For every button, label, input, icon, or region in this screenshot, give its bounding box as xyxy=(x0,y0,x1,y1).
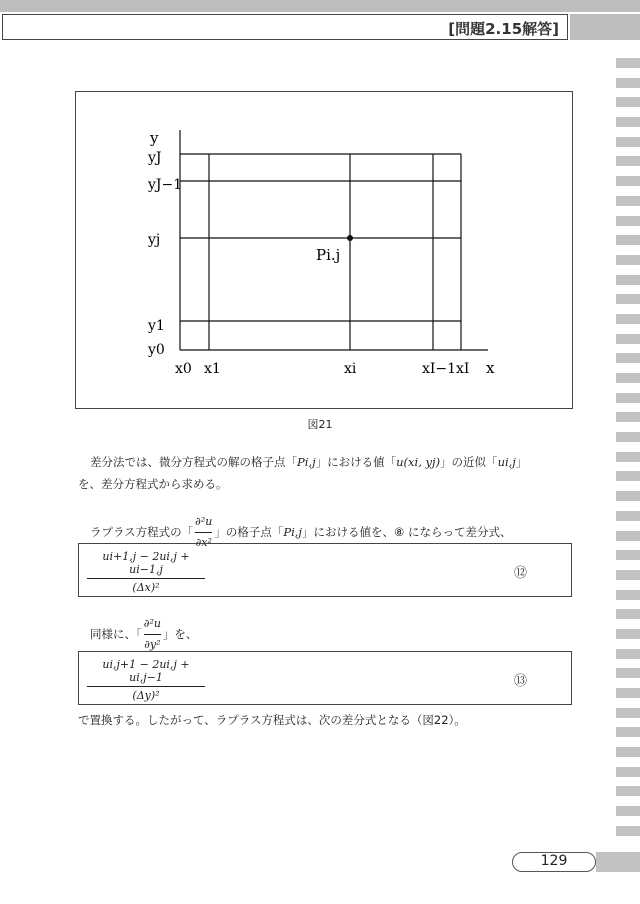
p1-text-d: 」 xyxy=(515,455,528,469)
p3-text-a: 同様に、「 xyxy=(90,627,142,641)
p1-math-pij: Pi,j xyxy=(297,455,316,469)
p1-text-a: 差分法では、微分方程式の解の格子点「 xyxy=(90,455,297,469)
label-y-axis: y xyxy=(150,129,159,147)
label-xI: xI xyxy=(456,361,470,377)
equation-12-denominator: (Δx)² xyxy=(132,581,160,594)
p1-math-uij: ui,j xyxy=(497,455,516,469)
equation-12-fraction xyxy=(87,550,205,594)
header-tab xyxy=(570,14,640,40)
paragraph-4: で置換する。したがって、ラプラス方程式は、次の差分式となる（図22）。 xyxy=(78,713,466,727)
equation-box-12 xyxy=(78,543,572,597)
equation-12-numerator: ui+1,j − 2ui,j + ui−1,j xyxy=(102,550,190,576)
p3-text-b: 」を、 xyxy=(162,627,198,641)
label-y1: y1 xyxy=(148,318,165,334)
equation-13-fraction xyxy=(87,658,205,702)
page-title: [問題2.15解答] xyxy=(448,20,559,38)
p1-text-b: 」における値「 xyxy=(315,455,397,469)
label-y0: y0 xyxy=(148,342,165,358)
label-x0: x0 xyxy=(175,361,192,377)
label-yJm1: yJ−1 xyxy=(148,177,183,193)
equation-13-numerator: ui,j+1 − 2ui,j + ui,j−1 xyxy=(102,658,190,684)
paragraph-3 xyxy=(90,614,197,655)
grid-diagram xyxy=(76,92,572,408)
figure-caption: 図21 xyxy=(307,418,333,431)
p2-math-pij: Pi,j xyxy=(283,525,302,539)
p3-frac-num: ∂²u xyxy=(144,614,161,635)
p2-frac-den: ∂x² xyxy=(195,536,212,549)
p3-frac-den: ∂y² xyxy=(144,638,161,651)
page-number-tab xyxy=(596,852,640,872)
paragraph-1 xyxy=(90,452,527,472)
equation-box-13 xyxy=(78,651,572,705)
equation-13-denominator: (Δy)² xyxy=(132,689,160,702)
side-index-strip xyxy=(616,58,640,846)
label-yJ: yJ xyxy=(148,150,162,166)
label-point: Pi.j xyxy=(316,246,341,264)
p2-text-c: 」における値を、⑧ にならって差分式、 xyxy=(301,525,512,539)
label-x-axis: x xyxy=(486,359,495,377)
p1-text-c: 」の近似「 xyxy=(440,455,498,469)
paragraph-1-cont: を、差分方程式から求める。 xyxy=(78,477,228,491)
label-yj: yj xyxy=(148,232,161,248)
equation-13-number: ⑬ xyxy=(513,674,527,689)
label-x1: x1 xyxy=(204,361,221,377)
p2-text-a: ラプラス方程式の「 xyxy=(90,525,194,539)
top-bar xyxy=(0,0,640,12)
p1-math-u: u(xi, yj) xyxy=(396,455,441,469)
page-number: 129 xyxy=(512,852,596,872)
grid-point xyxy=(347,235,353,241)
figure-frame xyxy=(75,91,573,409)
p2-frac-num: ∂²u xyxy=(195,512,212,533)
header-box xyxy=(2,14,568,40)
label-xi: xi xyxy=(344,361,357,377)
equation-12-number: ⑫ xyxy=(513,566,527,581)
p2-text-b: 」の格子点「 xyxy=(214,525,284,539)
p3-fraction xyxy=(144,614,161,655)
label-xIm1: xI−1 xyxy=(422,361,457,377)
